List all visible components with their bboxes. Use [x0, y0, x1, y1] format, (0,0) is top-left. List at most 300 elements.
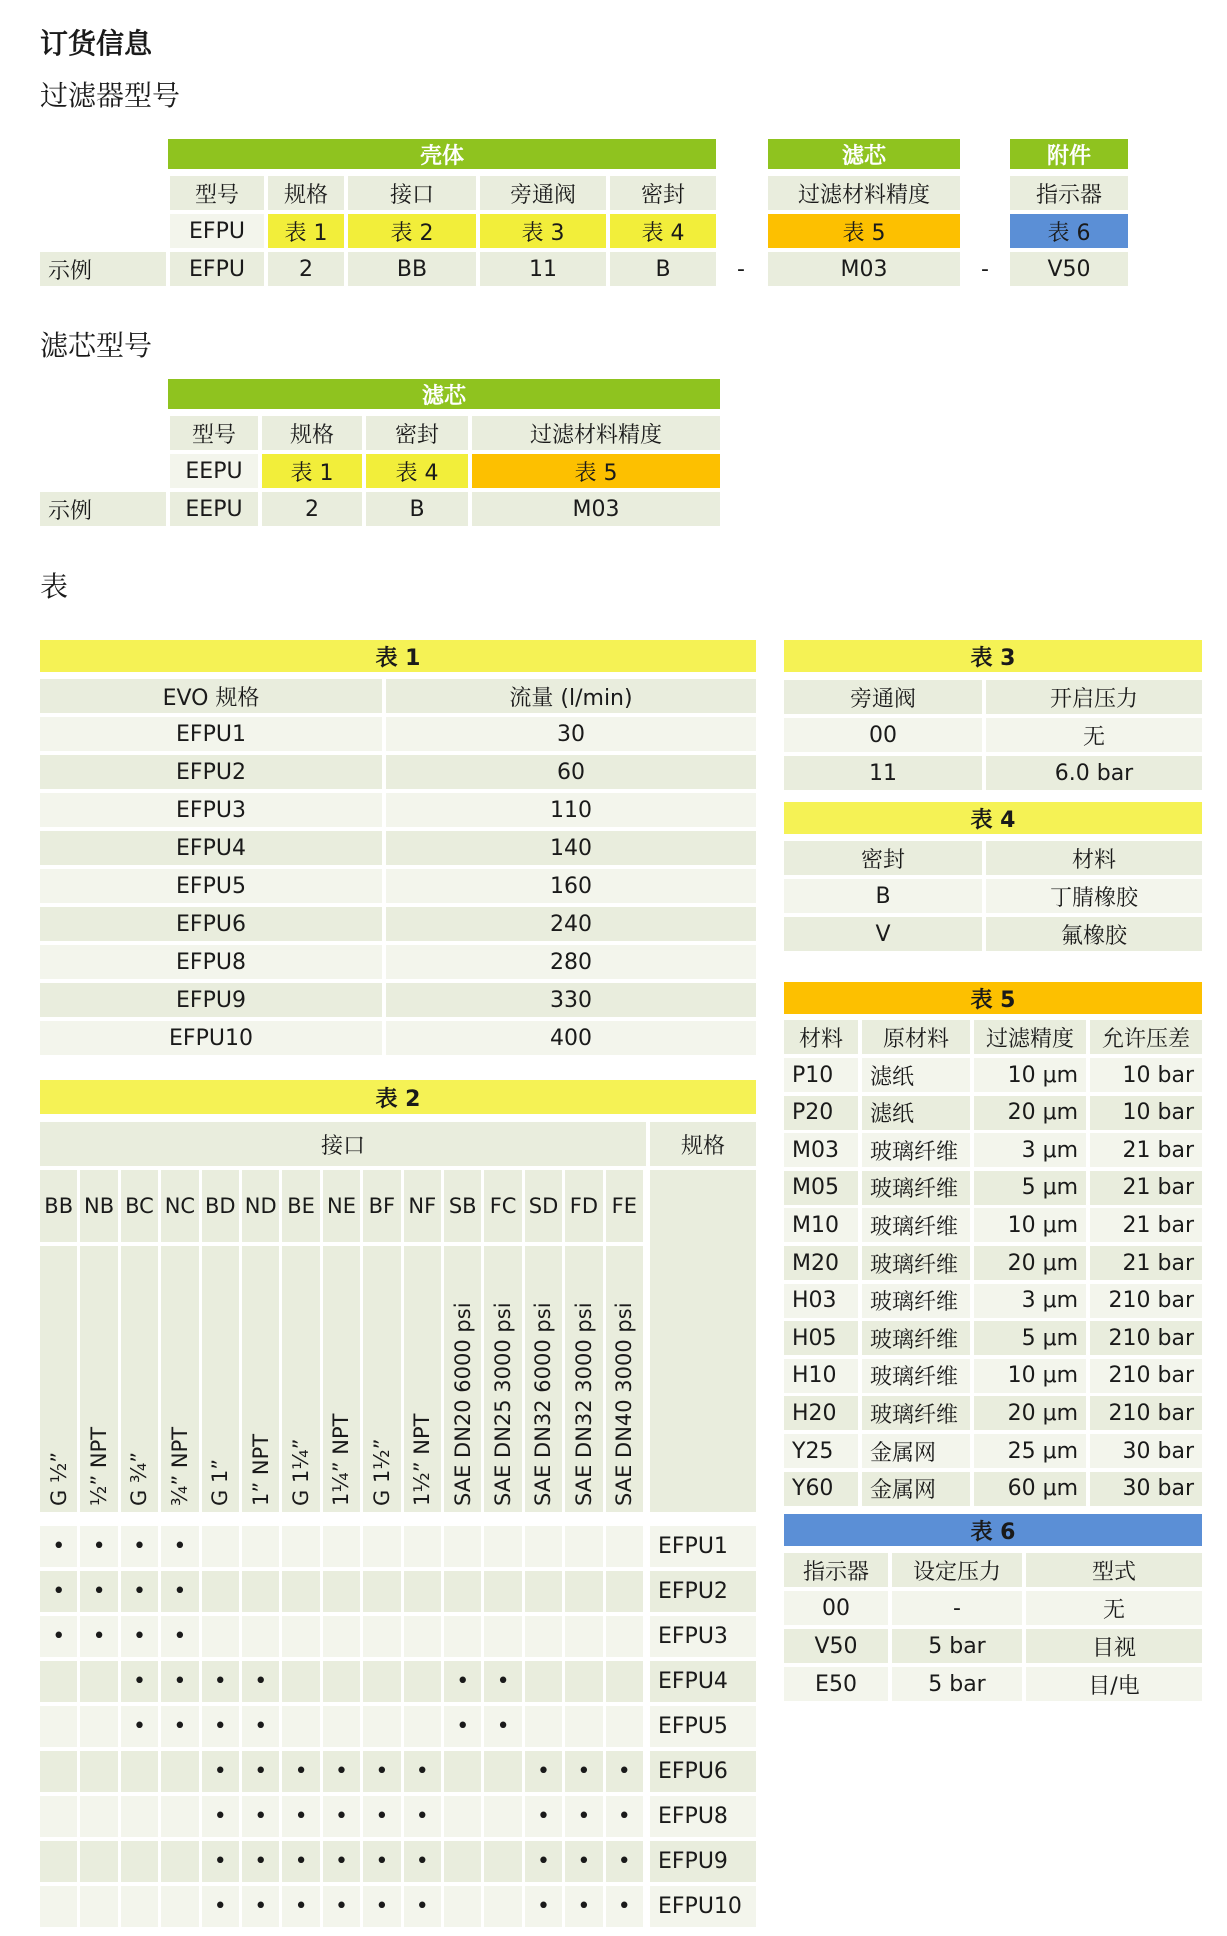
table6-title: 表 6: [784, 1514, 1202, 1546]
table5-cell: 10 bar: [1090, 1058, 1202, 1092]
table5-cell: 21 bar: [1090, 1171, 1202, 1205]
table2-availability-cell: [525, 1571, 562, 1612]
table6-cell: 目视: [1026, 1629, 1202, 1663]
fm-ref-table2[interactable]: 表 2: [348, 214, 476, 248]
table2-availability-cell: •: [202, 1886, 239, 1927]
em-example-media: M03: [472, 492, 720, 526]
table2-port-description: [484, 1246, 521, 1512]
table1-row-size: EFPU3: [40, 793, 382, 827]
table2-availability-cell: [202, 1571, 239, 1612]
table1-row-flow: 400: [386, 1021, 756, 1055]
table2-availability-cell: •: [242, 1796, 279, 1837]
table2-availability-cell: •: [161, 1661, 198, 1702]
table5-header: 允许压差: [1090, 1020, 1202, 1054]
table2-availability-cell: [606, 1616, 643, 1657]
table2-availability-cell: [363, 1526, 400, 1567]
table1-row-size: EFPU2: [40, 755, 382, 789]
table5-cell: M05: [784, 1171, 858, 1205]
table5-cell: 玻璃纤维: [862, 1359, 970, 1393]
table2-availability-cell: [282, 1706, 319, 1747]
fm-example-label: 示例: [40, 252, 166, 286]
table6-cell: 目/电: [1026, 1667, 1202, 1701]
fm-separator-2: -: [981, 256, 989, 282]
table2-availability-cell: •: [484, 1706, 521, 1747]
table2-port-description: [525, 1246, 562, 1512]
table2-availability-cell: [161, 1796, 198, 1837]
table2-port-description-text: ½” NPT: [87, 1426, 112, 1506]
table2-row-size: EFPU3: [650, 1616, 756, 1657]
table2-availability-cell: •: [363, 1751, 400, 1792]
table5-cell: 金属网: [862, 1472, 970, 1506]
table2-availability-cell: [121, 1796, 158, 1837]
table2-availability-cell: •: [484, 1661, 521, 1702]
table2-availability-cell: •: [40, 1526, 77, 1567]
table2-availability-cell: •: [202, 1796, 239, 1837]
table5-header: 原材料: [862, 1020, 970, 1054]
table1-row-size: EFPU10: [40, 1021, 382, 1055]
table2-availability-cell: •: [323, 1796, 360, 1837]
table2-availability-cell: [242, 1526, 279, 1567]
table2-availability-cell: [484, 1841, 521, 1882]
table2-availability-cell: •: [323, 1841, 360, 1882]
table1-row-flow: 140: [386, 831, 756, 865]
table2-availability-cell: •: [606, 1796, 643, 1837]
table2-availability-cell: [242, 1616, 279, 1657]
fm-header-size: 规格: [268, 176, 344, 210]
table4-row-1-material: 氟橡胶: [986, 917, 1202, 951]
table2-port-code: FC: [484, 1170, 521, 1242]
fm-header-port: 接口: [348, 176, 476, 210]
em-header-model: 型号: [170, 416, 258, 450]
table2-availability-cell: [40, 1796, 77, 1837]
table2-row-size: EFPU4: [650, 1661, 756, 1702]
table2-availability-cell: [121, 1751, 158, 1792]
table2-availability-cell: •: [282, 1751, 319, 1792]
table2-availability-cell: [404, 1661, 441, 1702]
table2-availability-cell: •: [121, 1616, 158, 1657]
table2-availability-cell: [40, 1751, 77, 1792]
table2-availability-cell: •: [242, 1841, 279, 1882]
table2-availability-cell: •: [282, 1796, 319, 1837]
table2-availability-cell: [565, 1661, 602, 1702]
table6-cell: V50: [784, 1629, 888, 1663]
table2-size-header-filler: [650, 1170, 756, 1512]
table2-availability-cell: •: [606, 1886, 643, 1927]
table5-cell: 3 μm: [974, 1284, 1086, 1318]
table2-port-code: FE: [606, 1170, 643, 1242]
table2-availability-cell: •: [242, 1661, 279, 1702]
em-ref-table1[interactable]: 表 1: [262, 454, 362, 488]
table1-row-flow: 60: [386, 755, 756, 789]
table2-row-size: EFPU2: [650, 1571, 756, 1612]
em-ref-table4[interactable]: 表 4: [366, 454, 468, 488]
table1-header-flow: 流量 (l/min): [386, 679, 756, 713]
fm-example-media: M03: [768, 252, 960, 286]
table3-row-0-code: 00: [784, 718, 982, 752]
table2-availability-cell: [40, 1841, 77, 1882]
table2-availability-cell: [484, 1886, 521, 1927]
table2-availability-cell: [121, 1886, 158, 1927]
group-housing: 壳体: [168, 139, 716, 169]
table5-cell: 21 bar: [1090, 1133, 1202, 1167]
table5-cell: H03: [784, 1284, 858, 1318]
table3-title: 表 3: [784, 640, 1202, 672]
table2-availability-cell: [404, 1616, 441, 1657]
table5-cell: 25 μm: [974, 1434, 1086, 1468]
table2-availability-cell: [565, 1571, 602, 1612]
table2-port-description-text: G ¾”: [127, 1451, 152, 1506]
table2-port-code: NB: [80, 1170, 117, 1242]
table2-availability-cell: [80, 1661, 117, 1702]
table1-row-size: EFPU6: [40, 907, 382, 941]
table2-availability-cell: •: [565, 1751, 602, 1792]
table5-cell: 21 bar: [1090, 1208, 1202, 1242]
table2-availability-cell: [525, 1526, 562, 1567]
table5-cell: 10 μm: [974, 1359, 1086, 1393]
table2-port-description: [565, 1246, 602, 1512]
table2-availability-cell: •: [444, 1661, 481, 1702]
table2-availability-cell: •: [606, 1751, 643, 1792]
fm-example-model: EFPU: [170, 252, 264, 286]
table5-cell: Y25: [784, 1434, 858, 1468]
table2-port-description-text: 1” NPT: [248, 1433, 273, 1506]
table6-cell: 无: [1026, 1591, 1202, 1625]
table5-cell: 5 μm: [974, 1321, 1086, 1355]
table5-cell: 60 μm: [974, 1472, 1086, 1506]
table2-availability-cell: [242, 1571, 279, 1612]
fm-ref-model: EFPU: [170, 214, 264, 248]
table5-cell: P20: [784, 1096, 858, 1130]
table3-header-bypass: 旁通阀: [784, 680, 982, 714]
fm-ref-table3[interactable]: 表 3: [480, 214, 606, 248]
table5-cell: 玻璃纤维: [862, 1284, 970, 1318]
table2-availability-cell: [606, 1571, 643, 1612]
group-accessory: 附件: [1010, 139, 1128, 169]
em-ref-table5[interactable]: 表 5: [472, 454, 720, 488]
table2-availability-cell: [40, 1661, 77, 1702]
table2-port-description: [80, 1246, 117, 1512]
table2-availability-cell: •: [80, 1616, 117, 1657]
table2-port-description-text: G 1½”: [369, 1438, 394, 1506]
table5-cell: 金属网: [862, 1434, 970, 1468]
table2-availability-cell: [444, 1526, 481, 1567]
table2-availability-cell: [404, 1526, 441, 1567]
fm-separator-1: -: [737, 256, 745, 282]
table2-availability-cell: •: [161, 1571, 198, 1612]
table5-cell: 玻璃纤维: [862, 1396, 970, 1430]
table5-header: 过滤精度: [974, 1020, 1086, 1054]
table2-availability-cell: •: [323, 1751, 360, 1792]
table2-port-code: BD: [202, 1170, 239, 1242]
table2-availability-cell: [282, 1616, 319, 1657]
table2-availability-cell: [606, 1661, 643, 1702]
table2-header-ports: 接口: [40, 1122, 646, 1166]
table6-header: 设定压力: [892, 1553, 1022, 1587]
table2-port-description-text: G 1”: [208, 1458, 233, 1506]
table6-cell: -: [892, 1591, 1022, 1625]
fm-example-size: 2: [268, 252, 344, 286]
table6-header: 型式: [1026, 1553, 1202, 1587]
table2-availability-cell: •: [565, 1796, 602, 1837]
table2-availability-cell: [565, 1706, 602, 1747]
fm-header-model: 型号: [170, 176, 264, 210]
table2-port-description-text: 1¼” NPT: [329, 1413, 354, 1506]
table2-availability-cell: [80, 1706, 117, 1747]
table1-row-flow: 280: [386, 945, 756, 979]
table2-availability-cell: [80, 1841, 117, 1882]
table2-availability-cell: •: [323, 1886, 360, 1927]
table2-availability-cell: •: [404, 1886, 441, 1927]
table2-availability-cell: [323, 1661, 360, 1702]
table3-row-1-code: 11: [784, 756, 982, 790]
table2-availability-cell: [202, 1616, 239, 1657]
table6-header: 指示器: [784, 1553, 888, 1587]
table2-port-code: FD: [565, 1170, 602, 1242]
table2-availability-cell: •: [242, 1886, 279, 1927]
em-header-media: 过滤材料精度: [472, 416, 720, 450]
table1-row-size: EFPU1: [40, 717, 382, 751]
table2-availability-cell: [444, 1751, 481, 1792]
table2-availability-cell: •: [161, 1706, 198, 1747]
table2-availability-cell: [282, 1571, 319, 1612]
table5-cell: 210 bar: [1090, 1359, 1202, 1393]
em-example-model: EEPU: [170, 492, 258, 526]
table5-header: 材料: [784, 1020, 858, 1054]
table2-availability-cell: [363, 1616, 400, 1657]
table2-port-code: ND: [242, 1170, 279, 1242]
table2-availability-cell: •: [40, 1616, 77, 1657]
table4-row-0-code: B: [784, 879, 982, 913]
table6-cell: 5 bar: [892, 1667, 1022, 1701]
table2-availability-cell: •: [525, 1841, 562, 1882]
table2-port-description: [606, 1246, 643, 1512]
table2-port-description: [404, 1246, 441, 1512]
table2-availability-cell: •: [121, 1661, 158, 1702]
table5-cell: 3 μm: [974, 1133, 1086, 1167]
table2-header-size: 规格: [650, 1122, 756, 1166]
table5-cell: 玻璃纤维: [862, 1246, 970, 1280]
table5-cell: 21 bar: [1090, 1246, 1202, 1280]
table3-row-1-pressure: 6.0 bar: [986, 756, 1202, 790]
table5-cell: H05: [784, 1321, 858, 1355]
table2-row-size: EFPU8: [650, 1796, 756, 1837]
table2-availability-cell: [565, 1616, 602, 1657]
table5-cell: Y60: [784, 1472, 858, 1506]
table2-availability-cell: •: [242, 1706, 279, 1747]
table5-cell: 10 μm: [974, 1208, 1086, 1242]
table1-row-flow: 30: [386, 717, 756, 751]
table2-port-description-text: SAE DN25 3000 psi: [491, 1302, 516, 1506]
table5-cell: M10: [784, 1208, 858, 1242]
table1-row-flow: 330: [386, 983, 756, 1017]
table2-availability-cell: [444, 1796, 481, 1837]
table1-row-flow: 110: [386, 793, 756, 827]
table2-title: 表 2: [40, 1080, 756, 1114]
table2-availability-cell: [404, 1706, 441, 1747]
table2-availability-cell: [40, 1706, 77, 1747]
table2-availability-cell: •: [282, 1886, 319, 1927]
table4-header-material: 材料: [986, 841, 1202, 875]
fm-ref-table4[interactable]: 表 4: [610, 214, 716, 248]
table2-port-description-text: ¾” NPT: [167, 1426, 192, 1506]
table5-cell: 20 μm: [974, 1246, 1086, 1280]
table5-cell: 210 bar: [1090, 1284, 1202, 1318]
table2-availability-cell: [80, 1796, 117, 1837]
table2-availability-cell: [80, 1886, 117, 1927]
table2-availability-cell: •: [606, 1841, 643, 1882]
table2-availability-cell: [202, 1526, 239, 1567]
table2-port-description: [242, 1246, 279, 1512]
table2-port-code: NE: [323, 1170, 360, 1242]
table5-cell: 玻璃纤维: [862, 1133, 970, 1167]
table2-availability-cell: •: [121, 1526, 158, 1567]
table2-availability-cell: [484, 1796, 521, 1837]
em-header-seal: 密封: [366, 416, 468, 450]
table1-row-size: EFPU4: [40, 831, 382, 865]
table2-availability-cell: •: [161, 1616, 198, 1657]
table5-cell: H20: [784, 1396, 858, 1430]
table2-availability-cell: [525, 1661, 562, 1702]
table5-cell: 玻璃纤维: [862, 1321, 970, 1355]
fm-ref-table5[interactable]: 表 5: [768, 214, 960, 248]
table2-availability-cell: [161, 1841, 198, 1882]
table2-availability-cell: •: [202, 1751, 239, 1792]
table2-availability-cell: •: [363, 1841, 400, 1882]
table4-row-1-code: V: [784, 917, 982, 951]
table2-port-description-text: G 1¼”: [289, 1438, 314, 1506]
table2-availability-cell: [121, 1841, 158, 1882]
table2-availability-cell: •: [121, 1706, 158, 1747]
table2-availability-cell: •: [80, 1526, 117, 1567]
fm-ref-table1[interactable]: 表 1: [268, 214, 344, 248]
table2-port-code: NF: [404, 1170, 441, 1242]
table2-availability-cell: [323, 1526, 360, 1567]
table2-availability-cell: •: [242, 1751, 279, 1792]
table2-port-description-text: G ½”: [46, 1451, 71, 1506]
table2-availability-cell: •: [202, 1841, 239, 1882]
table2-availability-cell: [40, 1886, 77, 1927]
table2-port-description: [202, 1246, 239, 1512]
table2-availability-cell: [363, 1571, 400, 1612]
em-example-seal: B: [366, 492, 468, 526]
table2-availability-cell: [525, 1616, 562, 1657]
table5-cell: 10 bar: [1090, 1096, 1202, 1130]
fm-header-media: 过滤材料精度: [768, 176, 960, 210]
table2-availability-cell: [484, 1616, 521, 1657]
table2-availability-cell: [484, 1751, 521, 1792]
table5-cell: M20: [784, 1246, 858, 1280]
table2-port-code: BE: [282, 1170, 319, 1242]
table4-header-seal: 密封: [784, 841, 982, 875]
table2-port-description: [121, 1246, 158, 1512]
table2-availability-cell: •: [525, 1796, 562, 1837]
table1-row-flow: 240: [386, 907, 756, 941]
table5-cell: 5 μm: [974, 1171, 1086, 1205]
table2-availability-cell: •: [525, 1886, 562, 1927]
table2-availability-cell: •: [404, 1796, 441, 1837]
table2-availability-cell: [606, 1706, 643, 1747]
table2-port-code: NC: [161, 1170, 198, 1242]
table2-port-description-text: SAE DN32 3000 psi: [571, 1302, 596, 1506]
table1-row-size: EFPU8: [40, 945, 382, 979]
table3-row-0-pressure: 无: [986, 718, 1202, 752]
fm-header-seal: 密封: [610, 176, 716, 210]
table2-availability-cell: [80, 1751, 117, 1792]
table2-port-description: [161, 1246, 198, 1512]
table2-row-size: EFPU10: [650, 1886, 756, 1927]
table2-row-size: EFPU5: [650, 1706, 756, 1747]
table5-cell: 210 bar: [1090, 1321, 1202, 1355]
table2-availability-cell: [565, 1526, 602, 1567]
table5-cell: 玻璃纤维: [862, 1171, 970, 1205]
table5-cell: 滤纸: [862, 1096, 970, 1130]
table2-availability-cell: •: [121, 1571, 158, 1612]
table2-availability-cell: •: [282, 1841, 319, 1882]
filter-model-heading: 过滤器型号: [40, 79, 181, 112]
table2-availability-cell: [282, 1526, 319, 1567]
em-header-size: 规格: [262, 416, 362, 450]
table2-port-description: [444, 1246, 481, 1512]
table2-port-code: BF: [363, 1170, 400, 1242]
table2-port-code: SD: [525, 1170, 562, 1242]
table2-row-size: EFPU9: [650, 1841, 756, 1882]
table2-availability-cell: [323, 1706, 360, 1747]
table2-availability-cell: •: [525, 1751, 562, 1792]
table2-availability-cell: [444, 1571, 481, 1612]
order-info-heading: 订货信息: [40, 27, 153, 60]
em-group-element: 滤芯: [168, 379, 720, 409]
table5-title: 表 5: [784, 982, 1202, 1014]
fm-example-bypass: 11: [480, 252, 606, 286]
table2-availability-cell: [484, 1571, 521, 1612]
table6-cell: 5 bar: [892, 1629, 1022, 1663]
table2-port-code: BC: [121, 1170, 158, 1242]
fm-ref-table6[interactable]: 表 6: [1010, 214, 1128, 248]
group-element: 滤芯: [768, 139, 960, 169]
table2-port-description-text: SAE DN40 3000 psi: [612, 1302, 637, 1506]
table2-availability-cell: [323, 1571, 360, 1612]
table2-availability-cell: [282, 1661, 319, 1702]
table2-availability-cell: •: [363, 1886, 400, 1927]
table2-port-description-text: SAE DN20 6000 psi: [450, 1302, 475, 1506]
table2-port-code: SB: [444, 1170, 481, 1242]
table5-cell: 玻璃纤维: [862, 1208, 970, 1242]
table2-port-description-text: 1½” NPT: [410, 1413, 435, 1506]
table2-availability-cell: •: [202, 1661, 239, 1702]
table2-availability-cell: [444, 1616, 481, 1657]
table2-availability-cell: [161, 1751, 198, 1792]
tables-heading: 表: [40, 570, 69, 603]
table2-availability-cell: [363, 1661, 400, 1702]
table2-availability-cell: •: [40, 1571, 77, 1612]
table2-availability-cell: •: [565, 1841, 602, 1882]
table1-row-size: EFPU5: [40, 869, 382, 903]
table2-row-size: EFPU1: [650, 1526, 756, 1567]
table6-cell: E50: [784, 1667, 888, 1701]
table2-availability-cell: •: [404, 1841, 441, 1882]
table1-row-size: EFPU9: [40, 983, 382, 1017]
table5-cell: 10 μm: [974, 1058, 1086, 1092]
table2-availability-cell: [444, 1886, 481, 1927]
table5-cell: 30 bar: [1090, 1434, 1202, 1468]
table5-cell: M03: [784, 1133, 858, 1167]
table2-availability-cell: [606, 1526, 643, 1567]
table2-availability-cell: •: [565, 1886, 602, 1927]
table2-availability-cell: •: [444, 1706, 481, 1747]
table4-title: 表 4: [784, 802, 1202, 834]
table2-availability-cell: [161, 1886, 198, 1927]
table5-cell: P10: [784, 1058, 858, 1092]
